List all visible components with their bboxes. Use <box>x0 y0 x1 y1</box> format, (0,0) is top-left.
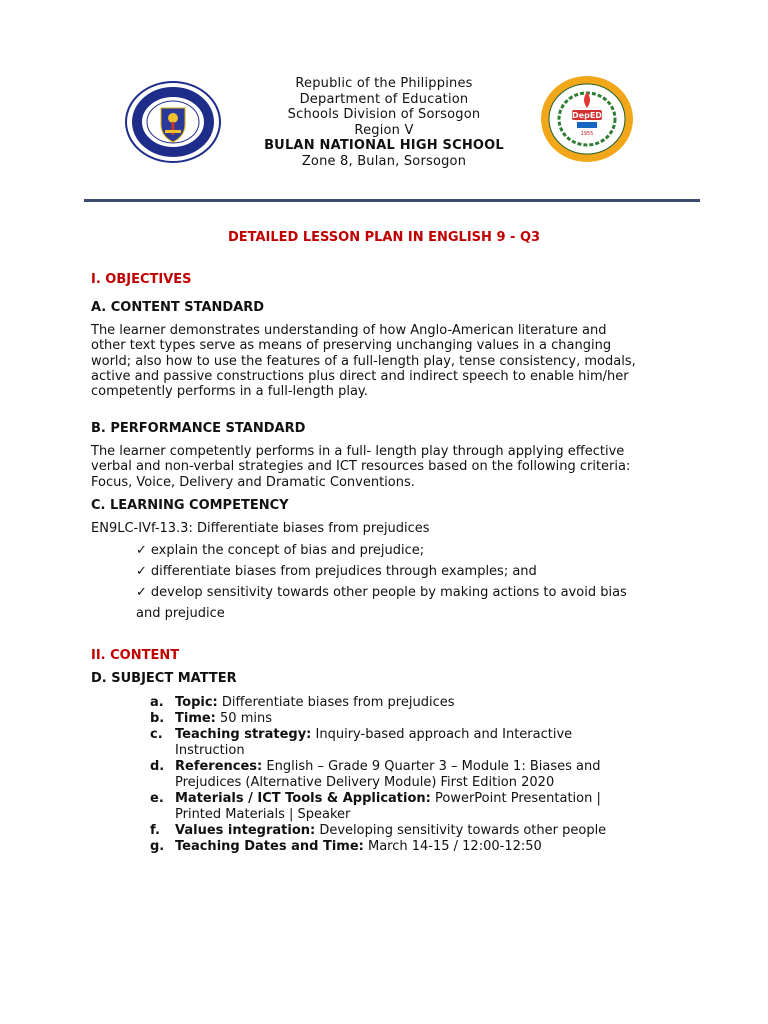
paragraph-line: verbal and non-verbal strategies and ICT resources based on the following criteria: <box>91 459 631 475</box>
item-label: Materials / ICT Tools & Application: <box>175 791 431 806</box>
content-standard-heading: A. CONTENT STANDARD <box>91 300 265 315</box>
list-letter: c. <box>150 727 163 742</box>
paragraph-line: Focus, Voice, Delivery and Dramatic Conventions. <box>91 474 415 490</box>
paragraph-line: The learner competently performs in a full- length play through applying effective <box>91 444 625 459</box>
item-text: March 14-15 / 12:00-12:50 <box>367 839 542 854</box>
paragraph-line: active and passive constructions plus direct and indirect speech to enable him/her <box>91 368 629 384</box>
paragraph-line: other text types serve as means of preserving unchanging values in a changing <box>91 338 612 354</box>
list-letter: f. <box>150 823 160 838</box>
list-item-text: differentiate biases from prejudices through examples; and <box>150 564 537 579</box>
item-text: Inquiry-based approach and Interactive <box>315 727 573 742</box>
competency-code: EN9LC-IVf-13.3: Differentiate biases from prejudices <box>91 521 430 536</box>
list-item-text: develop sensitivity towards other people by making actions to avoid bias <box>150 585 627 600</box>
item-text: PowerPoint Presentation | <box>435 791 601 806</box>
learning-competency-heading: C. LEARNING COMPETENCY <box>91 498 289 513</box>
list-letter: b. <box>150 711 165 726</box>
paragraph-line: world; also how to use the features of a full-length play, tense consistency, modals, <box>91 353 636 369</box>
deped-seal-icon <box>124 80 222 164</box>
item-label: Teaching strategy: <box>175 727 312 742</box>
list-item <box>136 561 696 582</box>
content-heading: II. CONTENT <box>91 648 180 663</box>
school-name: BULAN NATIONAL HIGH SCHOOL <box>264 138 504 154</box>
checkmark-icon: ✓ <box>136 585 147 600</box>
list-item <box>136 540 696 561</box>
list-letter: d. <box>150 759 165 774</box>
item-text: Printed Materials | Speaker <box>175 807 351 822</box>
list-letter: e. <box>150 791 164 806</box>
item-label: Teaching Dates and Time: <box>175 839 364 854</box>
list-item-text: explain the concept of bias and prejudice; <box>150 543 425 558</box>
item-text: Instruction <box>175 743 245 758</box>
list-item <box>136 582 696 603</box>
list-item <box>150 711 670 727</box>
item-label: Time: <box>175 711 216 726</box>
list-item <box>150 791 670 823</box>
objectives-heading: I. OBJECTIVES <box>91 272 192 287</box>
item-text: Differentiate biases from prejudices <box>221 695 455 710</box>
competency-checklist <box>136 540 696 624</box>
letterhead-line: Department of Education <box>299 91 469 107</box>
school-address: Zone 8, Bulan, Sorsogon <box>301 153 467 169</box>
letterhead-line: Schools Division of Sorsogon <box>287 107 481 123</box>
list-item <box>150 727 670 759</box>
list-letter: a. <box>150 695 164 710</box>
subject-matter-heading: D. SUBJECT MATTER <box>91 671 237 686</box>
item-text: English – Grade 9 Quarter 3 – Module 1: Biases and <box>266 759 601 774</box>
list-item <box>150 759 670 791</box>
content-standard-text <box>91 323 681 399</box>
item-text: Prejudices (Alternative Delivery Module) First Edition 2020 <box>175 775 555 790</box>
list-item <box>150 839 670 855</box>
item-label: References: <box>175 759 263 774</box>
performance-standard-text <box>91 444 681 490</box>
letterhead-line: Region V <box>354 122 414 138</box>
list-item <box>150 823 670 839</box>
checkmark-icon: ✓ <box>136 564 147 579</box>
item-text: Developing sensitivity towards other people <box>319 823 607 838</box>
letterhead <box>234 76 534 170</box>
item-label: Values integration: <box>175 823 316 838</box>
performance-standard-heading: B. PERFORMANCE STANDARD <box>91 421 306 436</box>
document-title: DETAILED LESSON PLAN IN ENGLISH 9 - Q3 <box>227 230 541 245</box>
list-letter: g. <box>150 839 165 854</box>
paragraph-line: competently performs in a full-length play. <box>91 384 368 400</box>
list-item <box>150 695 670 711</box>
svg-text:1955: 1955 <box>580 131 594 137</box>
letterhead-line: Republic of the Philippines <box>295 76 473 91</box>
list-item-continuation: and prejudice <box>136 606 225 621</box>
header-divider <box>84 199 700 202</box>
item-text: 50 mins <box>220 711 272 726</box>
paragraph-line: The learner demonstrates understanding of how Anglo-American literature and <box>91 323 607 338</box>
subject-matter-list <box>150 695 670 855</box>
item-label: Topic: <box>175 695 218 710</box>
checkmark-icon: ✓ <box>136 543 147 558</box>
svg-text:DepED: DepED <box>572 111 602 120</box>
bnhs-seal-icon <box>539 74 635 164</box>
